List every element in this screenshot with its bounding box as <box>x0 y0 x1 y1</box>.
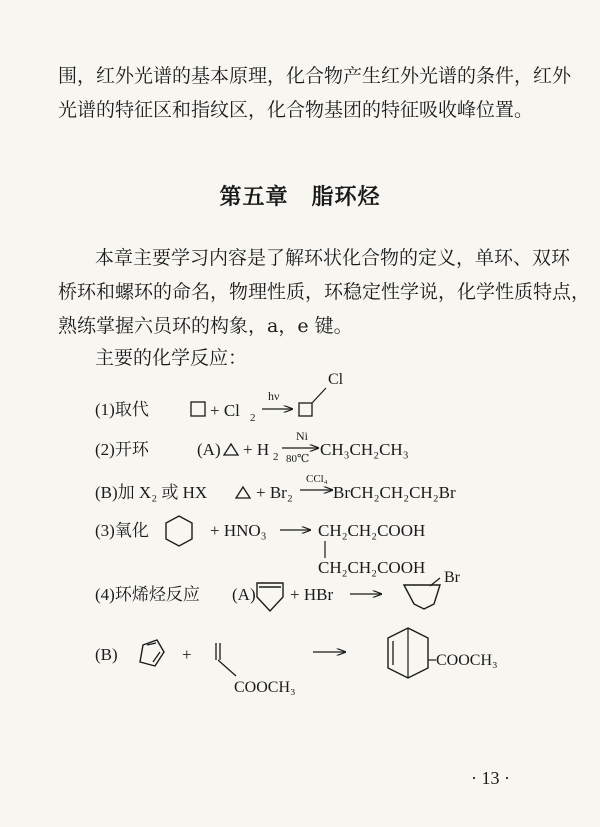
reaction-2-reagent: + H <box>243 440 270 459</box>
page-number: · 13 · <box>471 768 510 788</box>
cl-bond <box>312 388 326 403</box>
bromocyclopentane-ring-icon <box>404 585 440 609</box>
reaction-substitution <box>95 371 344 424</box>
reaction-6-label: (B) <box>95 645 118 664</box>
reaction-scheme <box>0 360 600 710</box>
reaction-3-condition: CCl₄ <box>306 473 328 485</box>
acrylate-ester-bond <box>218 660 236 676</box>
reaction-1-label: (1)取代 <box>95 400 149 419</box>
summary-line-2: 桥环和螺环的命名，物理性质，环稳定性学说，化学性质特点， <box>58 281 591 303</box>
reaction-5-label: (4)环烯烃反应 <box>95 585 200 604</box>
intro-line-1: 围，红外光谱的基本原理，化合物产生红外光谱的条件，红外 <box>58 65 572 87</box>
cyclopropane-icon <box>224 444 238 455</box>
reaction-addition <box>95 473 456 502</box>
chlorocyclobutane-ring-icon <box>299 403 312 416</box>
reaction-6-plus: + <box>182 645 192 664</box>
reaction-3-product: BrCH₂CH₂CH₂Br <box>333 483 456 502</box>
reaction-1-reagent: + Cl <box>210 401 240 420</box>
reaction-4-label: (3)氧化 <box>95 521 149 540</box>
reaction-2-label: (2)开环 <box>95 440 149 459</box>
cyclohexane-icon <box>166 516 192 546</box>
chapter-title: 第五章 脂环烃 <box>219 185 381 210</box>
reaction-4-reagent: + HNO₃ <box>210 521 267 540</box>
reaction-3-reagent: + Br₂ <box>256 483 293 502</box>
reaction-5-reagent: + HBr <box>290 585 334 604</box>
reaction-oxidation <box>95 516 425 577</box>
reaction-6-product-sub: COOCH₃ <box>436 652 498 669</box>
reaction-2-cond-top: Ni <box>296 429 308 443</box>
reaction-4-product-top: CH₂CH₂COOH <box>318 521 426 540</box>
summary-line-1: 本章主要学习内容是了解环状化合物的定义，单环、双环 <box>95 247 571 269</box>
reaction-1-condition: hν <box>268 389 280 403</box>
reaction-1-reagent-sub: 2 <box>250 412 256 424</box>
reaction-diels-alder <box>95 628 498 696</box>
reaction-6-ester: COOCH₃ <box>234 679 296 696</box>
summary-line-3: 熟练掌握六员环的构象，a，e 键。 <box>58 315 353 337</box>
reaction-1-product-sub: Cl <box>328 371 344 388</box>
reaction-4-product-bottom: CH₂CH₂COOH <box>318 558 426 577</box>
reactions-heading: 主要的化学反应： <box>95 347 248 369</box>
reaction-ring-opening <box>95 429 409 465</box>
intro-line-2: 光谱的特征区和指纹区，化合物基团的特征吸收峰位置。 <box>58 99 534 121</box>
reaction-2-reagent-sub: 2 <box>273 451 279 463</box>
cyclobutane-icon <box>191 402 205 416</box>
cyclopropane-icon <box>236 487 250 498</box>
reaction-2-part: (A) <box>197 440 221 459</box>
reaction-3-label: (B)加 X₂ 或 HX <box>95 483 208 502</box>
reaction-5-product-sub: Br <box>444 569 460 586</box>
reaction-5-part: (A) <box>232 585 256 604</box>
reaction-2-cond-bottom: 80℃ <box>286 453 310 465</box>
reaction-2-product: CH₃CH₂CH₃ <box>320 440 409 459</box>
